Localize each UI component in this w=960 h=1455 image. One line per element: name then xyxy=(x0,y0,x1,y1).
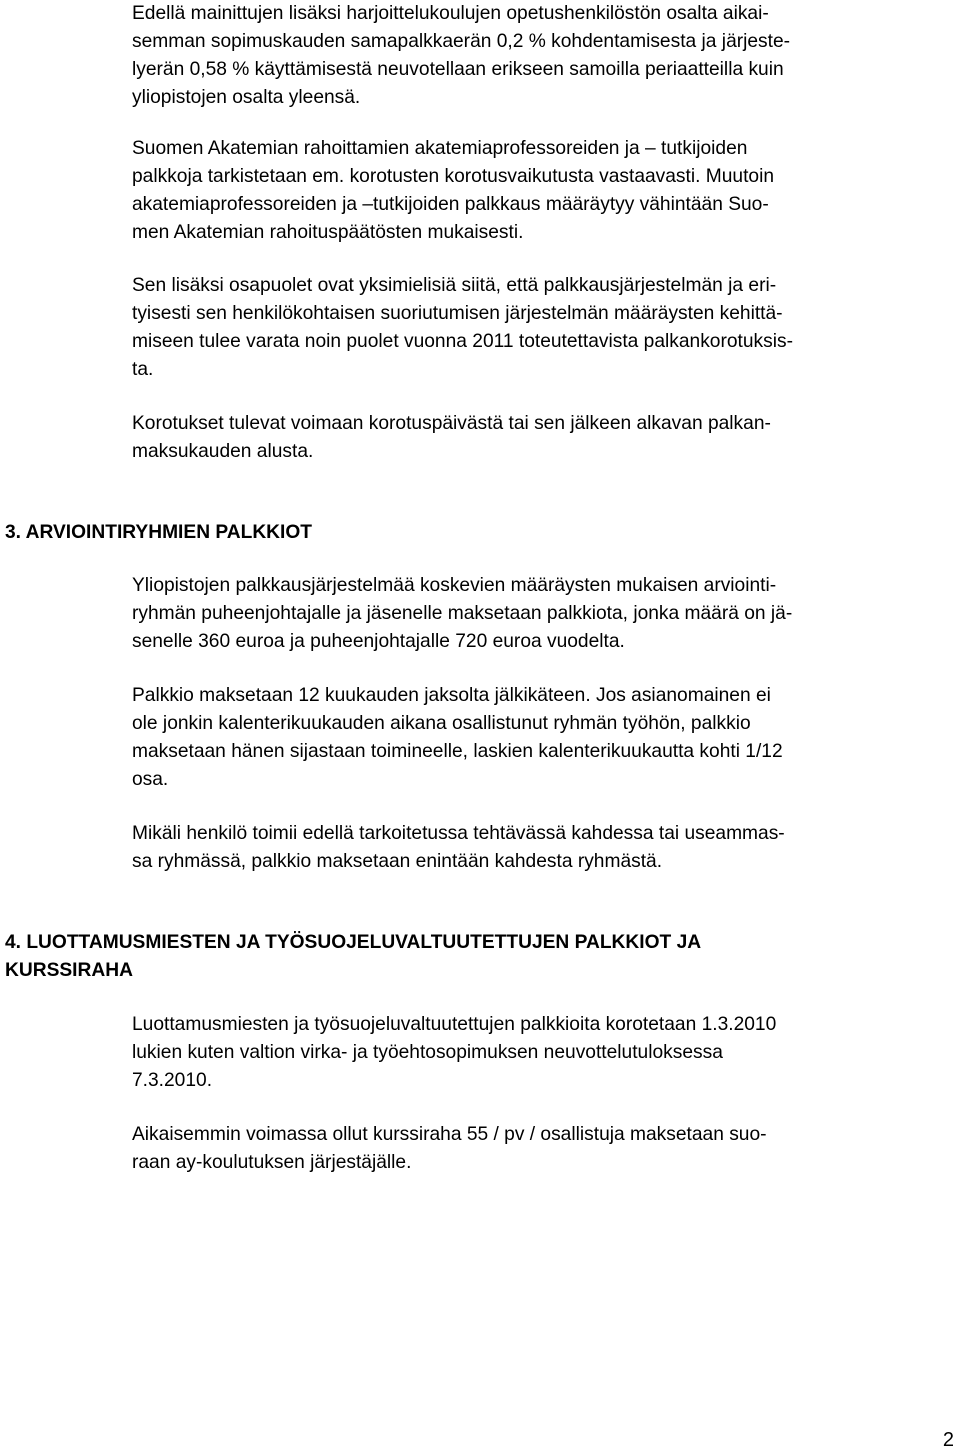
text-line: Aikaisemmin voimassa ollut kurssiraha 55 / pv / osallistuja maksetaan suo- xyxy=(132,1124,767,1145)
heading-line: 3. ARVIOINTIRYHMIEN PALKKIOT xyxy=(5,522,313,543)
text-line: osa. xyxy=(132,769,169,790)
text-line: Yliopistojen palkkausjärjestelmää koskevien määräysten mukaisen arviointi- xyxy=(132,575,777,596)
text-line: Mikäli henkilö toimii edellä tarkoitetussa tehtävässä kahdessa tai useammas- xyxy=(132,823,785,844)
text-line: Luottamusmiesten ja työsuojeluvaltuutettujen palkkioita korotetaan 1.3.2010 xyxy=(132,1014,777,1035)
text-line: maksukauden alusta. xyxy=(132,441,314,462)
text-line: palkkoja tarkistetaan em. korotusten korotusvaikutusta vastaavasti. Muutoin xyxy=(132,166,775,187)
heading-line: KURSSIRAHA xyxy=(5,960,133,981)
text-line: yliopistojen osalta yleensä. xyxy=(132,87,361,108)
text-line: ryhmän puheenjohtajalle ja jäsenelle maksetaan palkkiota, jonka määrä on jä- xyxy=(132,603,793,624)
text-line: tyisesti sen henkilökohtaisen suoriutumisen järjestelmän määräysten kehittä- xyxy=(132,303,783,324)
paragraph xyxy=(132,1121,932,1177)
text-line: Sen lisäksi osapuolet ovat yksimielisiä siitä, että palkkausjärjestelmän ja eri- xyxy=(132,275,777,296)
text-line: semman sopimuskauden samapalkkaerän 0,2 % kohdentamisesta ja järjeste- xyxy=(132,31,791,52)
text-line: Edellä mainittujen lisäksi harjoittelukoulujen opetushenkilöstön osalta aikai- xyxy=(132,3,769,24)
text-line: lukien kuten valtion virka- ja työehtosopimuksen neuvottelutuloksessa xyxy=(132,1042,723,1063)
text-line: lyerän 0,58 % käyttämisestä neuvotellaan erikseen samoilla periaatteilla kuin xyxy=(132,59,784,80)
heading-line: 4. LUOTTAMUSMIESTEN JA TYÖSUOJELUVALTUUTETTUJEN PALKKIOT JA xyxy=(5,932,702,953)
text-line: senelle 360 euroa ja puheenjohtajalle 720 euroa vuodelta. xyxy=(132,631,625,652)
paragraph xyxy=(132,682,932,794)
paragraph xyxy=(132,1011,932,1095)
text-line: miseen tulee varata noin puolet vuonna 2011 toteutettavista palkankorotuksis- xyxy=(132,331,793,352)
paragraph xyxy=(132,272,932,384)
text-line: ole jonkin kalenterikuukauden aikana osallistunut ryhmän työhön, palkkio xyxy=(132,713,751,734)
text-line: men Akatemian rahoituspäätösten mukaisesti. xyxy=(132,222,524,243)
text-line: Palkkio maksetaan 12 kuukauden jaksolta jälkikäteen. Jos asianomainen ei xyxy=(132,685,771,706)
paragraph xyxy=(132,0,932,112)
paragraph xyxy=(132,135,932,247)
text-line: maksetaan hänen sijastaan toimineelle, laskien kalenterikuukautta kohti 1/12 xyxy=(132,741,783,762)
section-heading xyxy=(5,929,925,985)
text-line: sa ryhmässä, palkkio maksetaan enintään kahdesta ryhmästä. xyxy=(132,851,663,872)
section-heading xyxy=(5,519,925,547)
text-line: akatemiaprofessoreiden ja –tutkijoiden palkkaus määräytyy vähintään Suo- xyxy=(132,194,769,215)
text-line: Korotukset tulevat voimaan korotuspäivästä tai sen jälkeen alkavan palkan- xyxy=(132,413,771,434)
page-number: 2 xyxy=(942,1429,954,1451)
paragraph xyxy=(132,820,932,876)
text-line: raan ay-koulutuksen järjestäjälle. xyxy=(132,1152,412,1173)
paragraph xyxy=(132,572,932,656)
text-line: Suomen Akatemian rahoittamien akatemiaprofessoreiden ja – tutkijoiden xyxy=(132,138,748,159)
text-line: 7.3.2010. xyxy=(132,1070,213,1091)
text-line: ta. xyxy=(132,359,154,380)
paragraph xyxy=(132,410,932,466)
